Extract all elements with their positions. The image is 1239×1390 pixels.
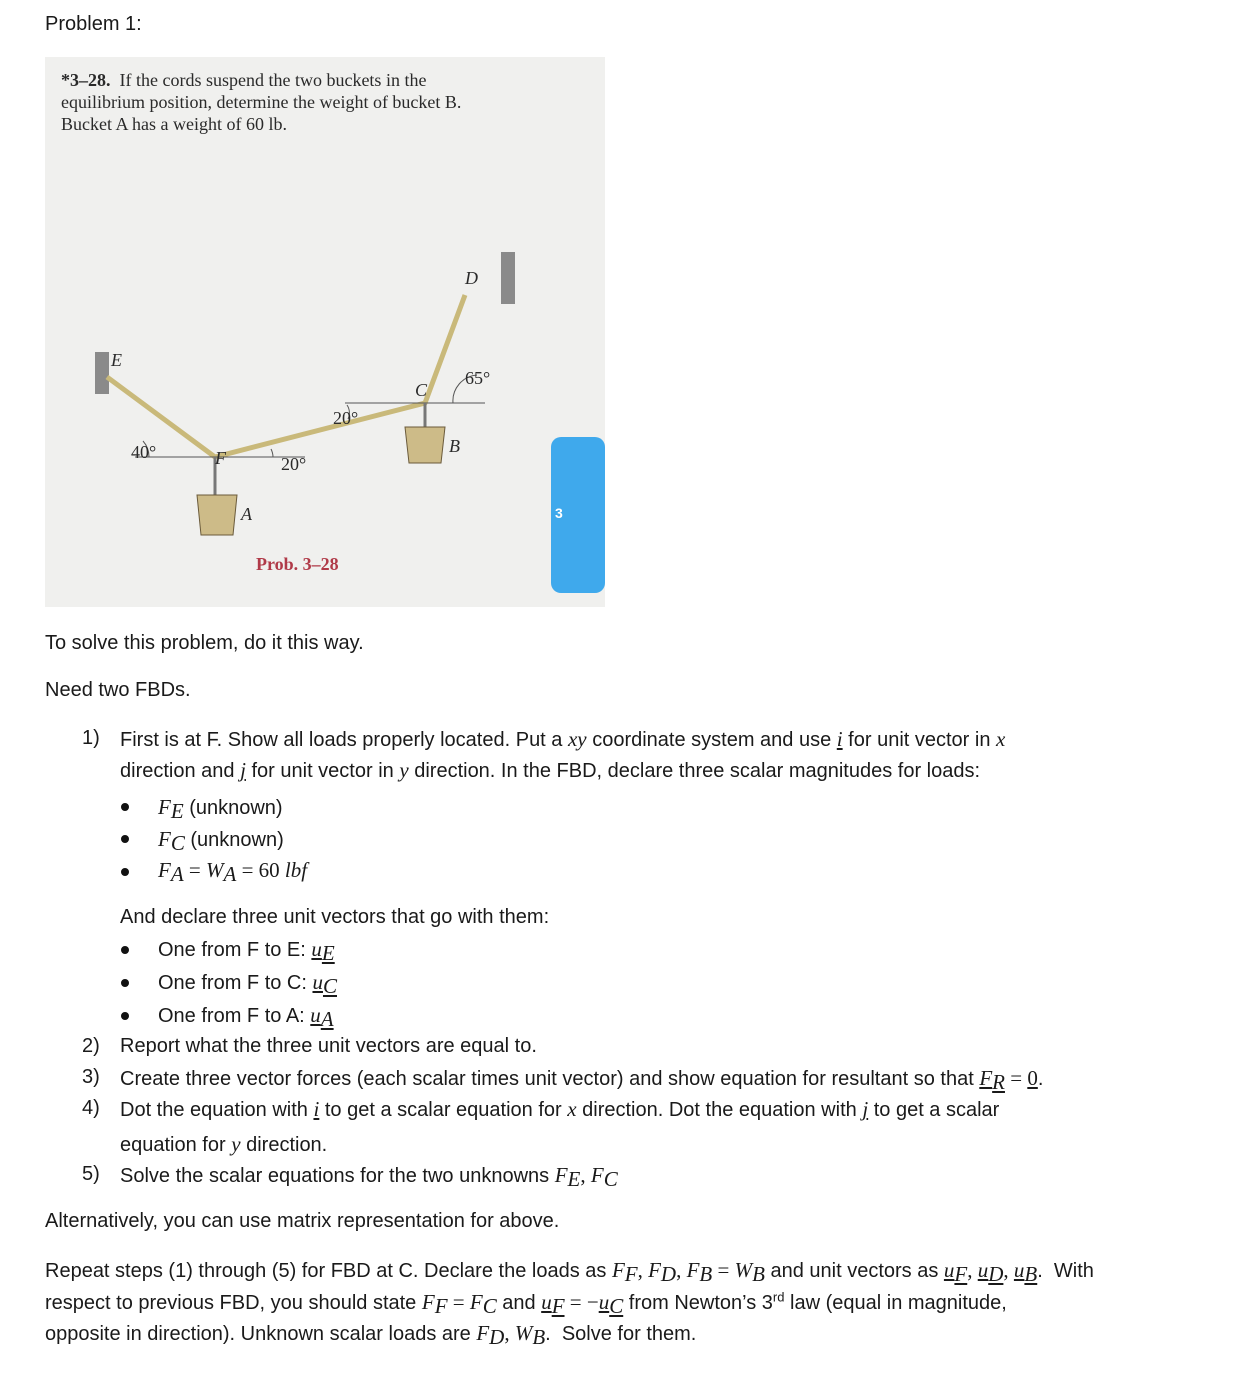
comma: , bbox=[676, 1258, 687, 1282]
sym-F: F bbox=[469, 1290, 483, 1314]
and: and bbox=[496, 1292, 542, 1314]
bullet bbox=[121, 803, 129, 811]
label-B: B bbox=[449, 436, 460, 456]
sub-C: C bbox=[322, 974, 337, 998]
unit-vector-intro: And declare three unit vectors that go with them: bbox=[120, 906, 550, 928]
repeat-line2 bbox=[45, 1289, 1007, 1318]
uv-text: One from F to A: bbox=[158, 1005, 311, 1027]
comma: , bbox=[967, 1258, 978, 1282]
bullet bbox=[121, 868, 129, 876]
load-FC bbox=[158, 827, 284, 855]
repeat-line1 bbox=[45, 1258, 1094, 1286]
load-FE bbox=[158, 795, 283, 823]
sym-u: u bbox=[943, 1258, 955, 1282]
sub-E: E bbox=[567, 1167, 581, 1191]
arc-20-F bbox=[271, 449, 273, 457]
bucket-A bbox=[197, 495, 237, 535]
bucket-B bbox=[405, 427, 445, 463]
step4-line2 bbox=[120, 1132, 327, 1157]
bullet bbox=[121, 835, 129, 843]
sub-D: D bbox=[660, 1262, 677, 1286]
sub-E: E bbox=[170, 799, 184, 823]
sym-F: F bbox=[611, 1258, 625, 1282]
step1-l2c: for unit vector in bbox=[245, 760, 400, 782]
step1-number: 1) bbox=[82, 727, 100, 749]
sub-F: F bbox=[551, 1294, 565, 1318]
label-F: F bbox=[215, 448, 226, 468]
comma: , bbox=[637, 1258, 649, 1282]
math-j: j bbox=[862, 1097, 869, 1121]
step2-text: Report what the three unit vectors are equal to. bbox=[120, 1035, 537, 1057]
sym-F: F bbox=[979, 1066, 993, 1090]
repeat-l2d: law (equal in magnitude, bbox=[784, 1292, 1007, 1314]
uv-text: One from F to E: bbox=[158, 939, 312, 961]
sub-B: B bbox=[699, 1262, 713, 1286]
repeat-l1c: . With bbox=[1037, 1260, 1094, 1282]
math-x: x bbox=[996, 727, 1006, 751]
step4-l2a: equation for bbox=[120, 1134, 232, 1156]
problem-number: *3–28. bbox=[61, 70, 111, 90]
sym-u: u bbox=[311, 937, 322, 961]
sym-W: W bbox=[734, 1258, 753, 1282]
sub-F: F bbox=[954, 1262, 968, 1286]
comma: , bbox=[1003, 1258, 1014, 1282]
sym-u: u bbox=[1013, 1258, 1025, 1282]
math-x: x bbox=[567, 1097, 577, 1121]
sym-W: W bbox=[514, 1321, 533, 1345]
equals-negative: = − bbox=[564, 1290, 599, 1314]
step1-l1e: for unit vector in bbox=[842, 729, 997, 751]
sym-u: u bbox=[312, 970, 323, 994]
step4-line1 bbox=[120, 1097, 999, 1122]
sym-F: F bbox=[158, 827, 171, 851]
sub-C: C bbox=[603, 1167, 618, 1191]
step3-body: Create three vector forces (each scalar times unit vector) and show equation for resultant so that bbox=[120, 1068, 980, 1090]
sym-F: F bbox=[648, 1258, 661, 1282]
sym-u: u bbox=[310, 1003, 321, 1027]
sym-F: F bbox=[554, 1163, 568, 1187]
sub-F: F bbox=[434, 1294, 448, 1318]
comma: , bbox=[504, 1321, 515, 1345]
sub-E: E bbox=[321, 941, 335, 965]
superscript-rd: rd bbox=[772, 1289, 785, 1305]
statement-line-1: If the cords suspend the two buckets in the bbox=[119, 70, 427, 90]
load-FA bbox=[158, 858, 308, 886]
intro-text-1: To solve this problem, do it this way. bbox=[45, 632, 364, 654]
wall-support-E bbox=[95, 352, 109, 394]
sub-F: F bbox=[624, 1262, 638, 1286]
step5-number: 5) bbox=[82, 1163, 100, 1185]
repeat-line3 bbox=[45, 1321, 697, 1349]
step1-l2a: direction and bbox=[120, 760, 241, 782]
sub-D: D bbox=[489, 1325, 505, 1349]
sym-F: F bbox=[158, 858, 171, 882]
repeat-l2c: from Newton’s 3 bbox=[623, 1292, 773, 1314]
step4-number: 4) bbox=[82, 1097, 100, 1119]
repeat-l2a: respect to previous FBD, you should state bbox=[45, 1292, 422, 1314]
sub-C: C bbox=[609, 1294, 624, 1318]
step4-b: to get a scalar equation for bbox=[319, 1099, 568, 1121]
zero-vector: 0 bbox=[1027, 1066, 1038, 1090]
step5-text bbox=[120, 1163, 618, 1191]
comma: , bbox=[580, 1163, 591, 1187]
step1-line1 bbox=[120, 727, 1005, 752]
step4-a: Dot the equation with bbox=[120, 1099, 314, 1121]
sym-F: F bbox=[686, 1258, 700, 1282]
sub-B: B bbox=[1024, 1262, 1038, 1286]
repeat-l3b: . Solve for them. bbox=[545, 1323, 697, 1345]
angle-65: 65° bbox=[465, 368, 491, 388]
unknown-label: (unknown) bbox=[183, 797, 283, 819]
equals: = bbox=[183, 858, 206, 882]
alternative-text: Alternatively, you can use matrix representation for above. bbox=[45, 1210, 560, 1232]
sym-u: u bbox=[541, 1290, 552, 1314]
uv-text: One from F to C: bbox=[158, 972, 313, 994]
label-A: A bbox=[241, 504, 252, 524]
wall-support-D bbox=[501, 252, 515, 304]
textbook-figure bbox=[45, 57, 605, 607]
value-60: = 60 bbox=[236, 858, 285, 882]
angle-40: 40° bbox=[131, 442, 157, 462]
repeat-l1b: and unit vectors as bbox=[764, 1260, 944, 1282]
sub-C: C bbox=[482, 1294, 497, 1318]
page-tab-number: 3 bbox=[555, 505, 563, 521]
unit-vector-uE bbox=[158, 937, 335, 965]
sym-F: F bbox=[590, 1163, 604, 1187]
unit-vector-uC bbox=[158, 970, 337, 998]
sub-B: B bbox=[532, 1325, 546, 1349]
step2-number: 2) bbox=[82, 1035, 100, 1057]
label-D: D bbox=[465, 268, 478, 288]
sub-A: A bbox=[223, 862, 237, 886]
step3-text bbox=[120, 1066, 1044, 1094]
angle-20-F: 20° bbox=[281, 454, 307, 474]
step4-d: to get a scalar bbox=[868, 1099, 1000, 1121]
sub-A: A bbox=[320, 1007, 334, 1031]
equals: = bbox=[712, 1258, 735, 1282]
sym-W: W bbox=[206, 858, 224, 882]
repeat-l3a: opposite in direction). Unknown scalar loads are bbox=[45, 1323, 477, 1345]
math-i: i bbox=[836, 727, 843, 751]
bullet bbox=[121, 946, 129, 954]
bullet bbox=[121, 979, 129, 987]
figure-caption: Prob. 3–28 bbox=[256, 554, 339, 574]
math-i: i bbox=[313, 1097, 320, 1121]
angle-20-C: 20° bbox=[333, 408, 359, 428]
sub-A: A bbox=[170, 862, 184, 886]
sub-B: B bbox=[752, 1262, 765, 1286]
intro-text-2: Need two FBDs. bbox=[45, 679, 191, 701]
statement-line-2: equilibrium position, determine the weight of bucket B. bbox=[61, 92, 462, 112]
label-E: E bbox=[111, 350, 122, 370]
step1-line2 bbox=[120, 758, 980, 783]
step4-l2b: direction. bbox=[240, 1134, 328, 1156]
bucket-diagram bbox=[45, 57, 605, 607]
sub-D: D bbox=[988, 1262, 1004, 1286]
math-j: j bbox=[240, 758, 246, 782]
equals: = bbox=[1004, 1066, 1028, 1090]
sym-F: F bbox=[476, 1321, 490, 1345]
sym-F: F bbox=[421, 1290, 435, 1314]
sym-F: F bbox=[158, 795, 171, 819]
unknown-label: (unknown) bbox=[184, 829, 284, 851]
step1-l2e: direction. In the FBD, declare three scalar magnitudes for loads: bbox=[408, 760, 981, 782]
step3-number: 3) bbox=[82, 1066, 100, 1088]
math-xy: xy bbox=[567, 727, 587, 751]
step5-body: Solve the scalar equations for the two unknowns bbox=[120, 1165, 555, 1187]
page-title: Problem 1: bbox=[45, 13, 142, 35]
math-y: y bbox=[231, 1132, 241, 1156]
math-y: y bbox=[399, 758, 409, 782]
step4-c: direction. Dot the equation with bbox=[576, 1099, 863, 1121]
unit-lbf: lbf bbox=[284, 858, 308, 882]
repeat-l1a: Repeat steps (1) through (5) for FBD at C. Declare the loads as bbox=[45, 1260, 612, 1282]
label-C: C bbox=[415, 380, 428, 400]
sub-R: R bbox=[992, 1070, 1005, 1094]
step1-l1a: First is at F. Show all loads properly located. Put a bbox=[120, 729, 568, 751]
sub-C: C bbox=[170, 831, 185, 855]
sym-u: u bbox=[598, 1290, 610, 1314]
bullet bbox=[121, 1012, 129, 1020]
equals: = bbox=[447, 1290, 470, 1314]
sym-u: u bbox=[977, 1258, 989, 1282]
statement-line-3: Bucket A has a weight of 60 lb. bbox=[61, 114, 287, 134]
period: . bbox=[1037, 1068, 1044, 1090]
step1-l1c: coordinate system and use bbox=[586, 729, 837, 751]
unit-vector-uA bbox=[158, 1003, 334, 1031]
